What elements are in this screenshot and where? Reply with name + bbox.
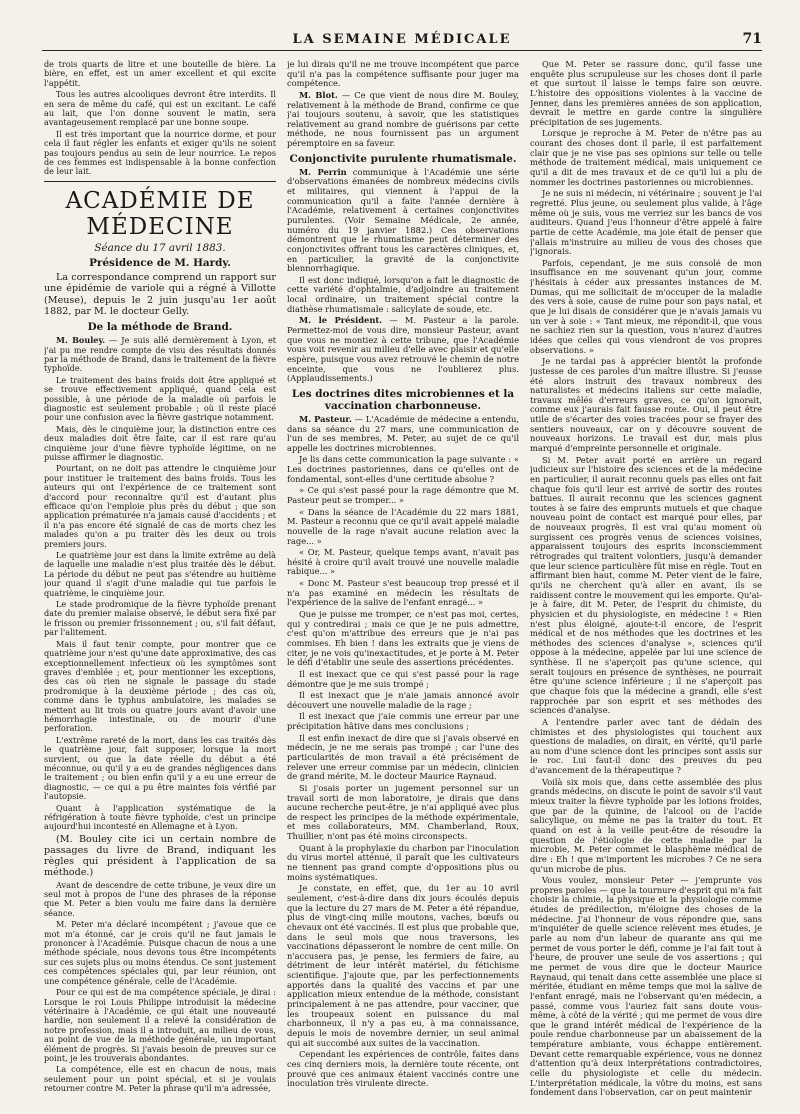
paragraph: Mais, dès le cinquième jour, la distinction entre ces deux maladies doit être faite, car il est rare qu'au cinquième jour d'une fièvre typhoïde légitime, on ne puisse affirmer le diagnostic. bbox=[44, 423, 276, 462]
paragraph: L'extrême rareté de la mort, dans les cas traités dès le quatrième jour, fait supposer, lorsque la mort survient, ou que la date réelle du début a été méconnue, ou qu'il y a eu de grandes négligences dans le traitement ; ou bien enfin qu'il y a eu une erreur de diagnostic, — ce qui a pu être maintes fois vérifié par l'autopsie. bbox=[44, 734, 276, 802]
paragraph-text: — Je suis allé dernièrement à Lyon, et j'ai pu me rendre compte de visu des résultats donnés par la méthode de Brand, dans le traitement de la fièvre typhoïde. bbox=[44, 335, 276, 374]
paragraph: Si j'osais porter un jugement personnel sur un travail sorti de mon laboratoire, je dirais que dans aucune recherche peut-être, je n'ai appliqué avec plus de respect les principes de la méthode expérimentale, et mes collaborateurs, MM. Chamberland, Roux, Thuillier, n'ont pas été moins circonspects. bbox=[287, 782, 519, 842]
paragraph: Quant à la prophylaxie du charbon par l'inoculation du virus mortel atténué, il paraît que les cultivateurs ne tiennent pas grand compte d'oppositions plus ou moins systématiques. bbox=[287, 842, 519, 882]
paragraph: Cependant les expériences de contrôle, faites dans ces cinq derniers mois, la dernière toute récente, ont prouvé que ces animaux étaient vaccinés contre une inoculation très virulente directe. bbox=[287, 1049, 519, 1089]
paragraph: La compétence, elle est en chacun de nous, mais seulement pour un point spécial, et si je voulais retourner contre M. Peter la phrase qu'il m'a adressée, bbox=[44, 1064, 276, 1094]
column-left bbox=[44, 60, 276, 1104]
paragraph bbox=[287, 168, 519, 274]
sub-heading: Les doctrines dites microbiennes et la vaccination charbonneuse. bbox=[291, 387, 515, 412]
paragraph: Quant à l'application systématique de la réfrigération à toute fièvre typhoïde, c'est un principe aujourd'hui incontesté en Allemagne et à Lyon. bbox=[44, 802, 276, 832]
paragraph: Pourtant, on ne doit pas attendre le cinquième jour pour instituer le traitement des bains froids. Tous les auteurs qui ont l'expérience de ce traitement sont d'accord pour reconnaître qu'il est d'autant plus efficace qu'on l'emploie plus près du début ; que son application prématurée n'a jamais causé d'accidents ; et il n'a pas encore été signalé de cas de morts chez les malades qu'on a pu traiter dès les deux ou trois premiers jours. bbox=[44, 463, 276, 549]
paragraph-text: — L'Académie de médecine a entendu, dans sa séance du 27 mars, une communication de l'un de ses membres, M. Peter, au sujet de ce qu'il appelle les doctrines microbiennes. bbox=[287, 413, 519, 453]
paragraph: Que M. Peter se rassure donc, qu'il fasse une enquête plus scrupuleuse sur les choses dont il parle et que surtout il laisse le temps faire son œuvre. L'histoire des oppositions violentes à la vaccine de Jenner, dans les premières années de son application, devrait le mettre en garde contre la singulière précipitation de ses jugements. bbox=[530, 60, 762, 127]
paragraph: Lorsque je reproche à M. Peter de n'être pas au courant des choses dont il parle, il est parfaitement clair que je ne vise pas ses opinions sur telle ou telle méthode de traitement médical, mais uniquement ce qu'il a dit de mes travaux et de ce qu'il lui a plu de nommer les doctrines pastoriennes ou microbiennes. bbox=[530, 128, 762, 187]
paragraph: Je ne suis ni médecin, ni vétérinaire ; souvent je l'ai regretté. Plus jeune, ou seulement plus valide, à l'âge même où je suis, vous me verriez sur les bancs de vos auditeurs. Quand j'eus l'honneur d'être appelé à faire partie de cette Académie, ma joie était de penser que j'allais m'instruire au milieu de vous des choses que j'ignorais. bbox=[530, 188, 762, 257]
text-columns bbox=[44, 60, 762, 1104]
paragraph: Je lis dans cette communication la page suivante : « Les doctrines pastoriennes, dans ce qu'elles ont de fondamental, sont-elles d'une certitude absolue ? bbox=[287, 454, 519, 484]
paragraph: Avant de descendre de cette tribune, je veux dire un seul mot à propos de l'une des phrases de la réponse que M. Peter a bien voulu me faire dans la dernière séance. bbox=[44, 879, 276, 918]
paragraph: Il est très important que la nourrice dorme, et pour cela il faut régler les enfants et exiger qu'ils ne soient pas toujours pendus au sein de leur nourrice. Le repos de ces femmes est indispensable à la bonne confection de leur lait. bbox=[44, 128, 276, 177]
session-date: Séance du 17 avril 1883. bbox=[94, 241, 226, 254]
section-title: ACADÉMIE DE MÉDECINE bbox=[65, 187, 255, 240]
column-middle bbox=[287, 60, 519, 1104]
paragraph: Il est enfin inexact de dire que si j'avais observé en médecin, je ne me serais pas trompé ; car l'une des particularités de mon travail a été précisément de relever une erreur commise par un médecin, clinicien de grand mérite, M. le docteur Maurice Raynaud. bbox=[287, 732, 519, 782]
column-right bbox=[530, 60, 762, 1104]
paragraph: Le stade prodromique de la fièvre typhoïde prenant date du premier malaise observé, le début sera fixé par le frisson ou premier frissonnement ; ou, s'il fait défaut, par l'alitement. bbox=[44, 599, 276, 638]
speaker-name: M. Pasteur. bbox=[299, 413, 352, 424]
sub-heading: De la méthode de Brand. bbox=[87, 321, 233, 334]
paragraph: Il est inexact que j'aie commis une erreur par une précipitation hâtive dans mes conclusions ; bbox=[287, 711, 519, 732]
paragraph: Voilà six mois que, dans cette assemblée des plus grands médecins, on discute le point de savoir s'il vaut mieux traiter la fièvre typhoïde par les lotions froides, que par de la quinine, de l'alcool ou de l'acide salicylique, ou même ne pas la traiter du tout. Et quand on est à la veille peut-être de résoudre la question de l'étiologie de cette maladie par la microbie, M. Peter commet le blasphème médical de dire : Eh ! que m'importent les microbes ? Ce ne sera qu'un microbe de plus. bbox=[530, 776, 762, 874]
paragraph: La correspondance comprend un rapport sur une épidémie de variole qui a régné à Villotte (Meuse), depuis le 2 juin jusqu'au 1er août 1882, par M. le docteur Gelly. bbox=[44, 272, 276, 317]
paragraph: (M. Bouley cite ici un certain nombre de passages du livre de Brand, indiquant les règles qui président à l'application de sa méthode.) bbox=[44, 833, 276, 879]
paragraph: Il est inexact que je n'aie jamais annoncé avoir découvert une nouvelle maladie de la rage ; bbox=[287, 690, 519, 710]
paragraph: « Or, M. Pasteur, quelque temps avant, n'avait pas hésité à croire qu'il avait trouvé une nouvelle maladie rabique... » bbox=[287, 547, 519, 577]
paragraph-text: communique à l'Académie une série d'observations émanées de nombreux médecins civils et militaires, qui viennent à l'appui de la communication qu'il a faite l'année dernière à l'Académie, relativement à certaines conjonctivites purulentes. (Voir Semaine Médicale, 2e année, numéro du 19 janvier 1882.) Ces observations démontrent que le rhumatisme peut déterminer des conjonctivites offrant tous les caractères cliniques, et, en particulier, la gravité de la conjonctivite blennorrhagique. bbox=[287, 166, 519, 274]
paragraph-text: — M. Pasteur a la parole. Permettez-moi de vous dire, monsieur Pasteur, avant que vous ne montiez à cette tribune, que l'Académie vous voit revenir au milieu d'elle avec plaisir et qu'elle espère, puisque vous avez retrouvé le chemin de notre enceinte, que vous ne l'oublierez plus. (Applaudissements.) bbox=[287, 315, 519, 384]
speaker-name: M. Blot. bbox=[299, 89, 338, 100]
speaker-name: M. Bouley. bbox=[56, 335, 106, 346]
paragraph bbox=[44, 336, 276, 374]
paragraph: M. Peter m'a déclaré incompétent ; j'avoue que ce mot m'a étonné, car je crois qu'il ne faut jamais le prononcer à l'Académie. Puisque chacun de nous a une méthode spéciale, nous devons tous être incompétents sur ces sujets plus ou moins étendus. Ce sont justement ces compétences spéciales qui, par leur réunion, ont une compétence générale, celle de l'Académie. bbox=[44, 919, 276, 986]
page-number: 71 bbox=[742, 31, 762, 47]
running-title: LA SEMAINE MÉDICALE bbox=[292, 32, 512, 47]
paragraph-text: — Ce que vient de nous dire M. Bouley, relativement à la méthode de Brand, confirme ce que j'ai toujours soutenu, à savoir, que les statistiques relativement au grand nombre de guérisons par cette méthode, ne nous fournissent pas un argument péremptoire en sa faveur. bbox=[287, 89, 519, 149]
paragraph: Si M. Peter avait porté en arrière un regard judicieux sur l'histoire des sciences et de la médecine en particulier, il aurait reconnu quels pas elles ont fait chaque fois qu'il leur est arrivé de sortir des routes battues. Il aurait reconnu que les sciences gagnent toutes à se faire des emprunts mutuels et que chaque nouveau point de contact est marqué pour elles, par de nouveaux progrès. Il est vrai qu'au moment où surgissent ces progrès venus de sciences voisines, apparaissent toujours des esprits inconsciemment rétrogrades qui traitent volontiers, jusqu'à demander que leur science particulière fût mise en règle. Tout en affirmant bien haut, comme M. Peter vient de le faire, qu'ils ne cherchent qu'à aller en avant, ils se raidissent contre le mouvement qui les emporte. Qu'ai-je à faire, dit M. Peter, de l'esprit du chimiste, du physicien et du physiologiste, en médecine ! « Rien n'est plus éloigné, ajoute-t-il encore, de l'esprit médical et de nos méthodes que les doctrines et les méthodes des sciences d'analyse », sciences qu'il oppose à la médecine, appelée par lui une science de synthèse. Il ne s'aperçoit pas qu'une science, qui serait toujours en présence de synthèses, ne pourrait être qu'une science inférieure ; il ne s'aperçoit pas que chaque fois que la médecine a grandi, elle s'est rapprochée par son esprit et ses méthodes des sciences d'analyse. bbox=[530, 454, 762, 716]
paragraph: Tous les autres alcooliques devront être interdits. Il en sera de même du café, qui est un excitant. Le café au lait, que l'on donne souvent le matin, sera avantageusement remplacé par une bonne soupe. bbox=[44, 89, 276, 128]
paragraph: Il est inexact que ce qui s'est passé pour la rage démontre que je me suis trompé ; bbox=[287, 668, 519, 689]
paragraph bbox=[287, 415, 519, 454]
paragraph: « Donc M. Pasteur s'est beaucoup trop pressé et il n'a pas examiné en médecin les résultats de l'expérience de la salive de l'enfant enragé... » bbox=[287, 578, 519, 608]
paragraph: Mais il faut tenir compte, pour montrer que ce quatrième jour n'est qu'une date approximative, des cas exceptionnellement infectieux où les symptômes sont graves d'emblée ; et, pour mentionner les exceptions, des cas où rien ne signale le passage du stade prodromique à la deuxième période ; des cas où, comme dans le typhus ambulatoire, les malades se mettent au lit trois ou quatre jours avant d'avoir une hémorrhagie intestinale, ou de mourir d'une perforation. bbox=[44, 638, 276, 734]
section-rule bbox=[44, 181, 276, 182]
paragraph: Le traitement des bains froids doit être appliqué et se trouve effectivement appliqué, quand cela est possible, à une période de la maladie où parfois le diagnostic est seulement probable ; où il reste placé pour une confusion avec la fièvre gastrique notamment. bbox=[44, 374, 276, 423]
paragraph: » Ce qui s'est passé pour la rage démontre que M. Pasteur peut se tromper... » bbox=[287, 485, 519, 505]
running-head bbox=[42, 30, 762, 51]
paragraph: Le quatrième jour est dans la limite extrême au delà de laquelle une maladie n'est plus traitée dès le début. La période du début ne peut pas s'étendre au huitième jour quand il s'agit d'une maladie qui tue parfois le quatrième, le cinquième jour. bbox=[44, 550, 276, 598]
paragraph: Je constate, en effet, que, du 1er au 10 avril seulement, c'est-à-dire dans dix jours écoulés depuis que la lecture du 27 mars de M. Peter a été répandue, plus de vingt-cinq mille moutons, vaches, bœufs ou chevaux ont été vaccinés. Il est plus que probable que, dans le seul mois que nous traversons, les vaccinations dépasseront le nombre de cent mille. On n'accusera pas, je pense, les fermiers de faire, au détriment de leur intérêt matériel, du fétichisme scientifique. J'ajoute que, par les perfectionnements apportés dans la qualité des vaccins et par une application mieux entendue de la méthode, consistant principalement à ne pas attendre, pour vacciner, que les troupeaux soient en puissance du mal charbonneux, il n'y a pas eu, à ma connaissance, depuis le mois de novembre dernier, un seul animal qui ait succombé aux suites de la vaccination. bbox=[287, 883, 519, 1048]
paragraph: Il est donc indiqué, lorsqu'on a fait le diagnostic de cette variété d'ophtalmie, d'adjoindre au traitement local ordinaire, un traitement spécial contre la diathèse rhumatismale : salicylate de soude, etc. bbox=[287, 274, 519, 314]
paragraph: Parfois, cependant, je me suis consolé de mon insuffisance en me souvenant qu'un jour, comme j'hésitais à céder aux pressantes instances de M. Dumas, qui me sollicitait de m'occuper de la maladie des vers à soie, cause de ruine pour son pays natal, et que je lui disais de considérer que je n'avais jamais vu un ver à soie : « Tant mieux, me répondit-il, que vous ne sachiez rien sur la question, vous n'aurez d'autres idées que celles qui vous viendront de vos propres observations. » bbox=[530, 257, 762, 355]
paragraph: Je ne tardai pas à apprécier bientôt la profonde justesse de ces paroles d'un maître illustre. Si j'eusse été alors instruit des travaux nombreux des naturalistes et médecins italiens sur cette maladie, travaux mêlés d'erreurs graves, ce qu'on ignorait, comme eux j'aurais fait fausse route. Oui, il peut être utile de s'écarter des voies tracées pour se frayer des sentiers nouveaux, car on y découvre souvent de nouveaux horizons. Le travail est dur, mais plus marqué d'empreinte personnelle et originale. bbox=[530, 356, 762, 453]
speaker-name: M. le Président. bbox=[299, 315, 383, 326]
paragraph bbox=[287, 91, 519, 149]
paragraph: je lui dirais qu'il ne me trouve incompétent que parce qu'il n'a pas la compétence suffisante pour juger ma compétence. bbox=[287, 60, 519, 89]
sub-heading: Présidence de M. Hardy. bbox=[89, 257, 231, 270]
speaker-name: M. Perrin bbox=[299, 166, 347, 177]
paragraph: Que je puisse me tromper, ce n'est pas moi, certes, qui y contredirai ; mais ce que je ne puis admettre, c'est qu'on m'attribue des erreurs que je n'ai pas commises. Eh bien ! dans les extraits que je viens de citer, je ne vois qu'inexactitudes, et je porte à M. Peter le défi d'établir une seule des assertions précédentes. bbox=[287, 609, 519, 668]
paragraph: Vous voulez, monsieur Peter — j'emprunte vos propres paroles — que la tournure d'esprit qui m'a fait choisir la chimie, la physique et la physiologie comme études de prédilection, m'éloigne des choses de la médecine. J'ai l'honneur de vous répondre que, sans m'inquiéter de quelle science relèvent mes études, je parle au nom d'un labeur de quarante ans qui me permet de vous porter le défi, comme je l'ai fait tout à l'heure, de prouver une seule de vos assertions ; qui me permet de vous dire que le docteur Maurice Raynaud, qui tenait dans cette assemblée une place si méritée, étudiant en même temps que moi la salive de l'enfant enragé, mais ne l'observant qu'en médecin, a passé, comme vous l'auriez fait sans doute vous-même, à côté de la vérité ; qui me permet de vous dire que le grand intérêt médical de l'expérience de la poule rendue charbonneuse par un abaissement de la température ambiante, vous échappe entièrement. Devant cette remarquable expérience, vous ne donnez d'attention qu'à deux interprétations contradictoires, celle du physiologiste et celle du médecin. L'interprétation médicale, la vôtre du moins, est sans fondement dans l'observation, car on peut maintenir bbox=[530, 875, 762, 1098]
paragraph: de trois quarts de litre et une bouteille de bière. La bière, en effet, est un amer excellent et qui excite l'appétit. bbox=[44, 60, 276, 88]
paragraph: « Dans la séance de l'Académie du 22 mars 1881, M. Pasteur a reconnu que ce qu'il avait appelé maladie nouvelle de la rage n'avait aucune relation avec la rage... » bbox=[287, 506, 519, 546]
paragraph: Pour ce qui est de ma compétence spéciale, je dirai : Lorsque le roi Louis Philippe introduisit la médecine vétérinaire à l'Académie, ce qui était une nouveauté hardie, non seulement il a relevé la considération de notre profession, mais il a introduit, au milieu de vous, au point de vue de la méthode générale, un important élément de progrès. Si j'avais besoin de preuves sur ce point, je les trouverais abondantes. bbox=[44, 987, 276, 1063]
paragraph: A l'entendre parler avec tant de dédain des chimistes et des physiologistes qui touchent aux questions de maladies, on dirait, en vérité, qu'il parle au nom d'une science dont les principes sont assis sur le roc. Lui faut-il donc des preuves du peu d'avancement de la thérapeutique ? bbox=[530, 716, 762, 776]
sub-heading: Conjonctivite purulente rhumatismale. bbox=[289, 152, 517, 165]
paragraph bbox=[287, 316, 519, 383]
